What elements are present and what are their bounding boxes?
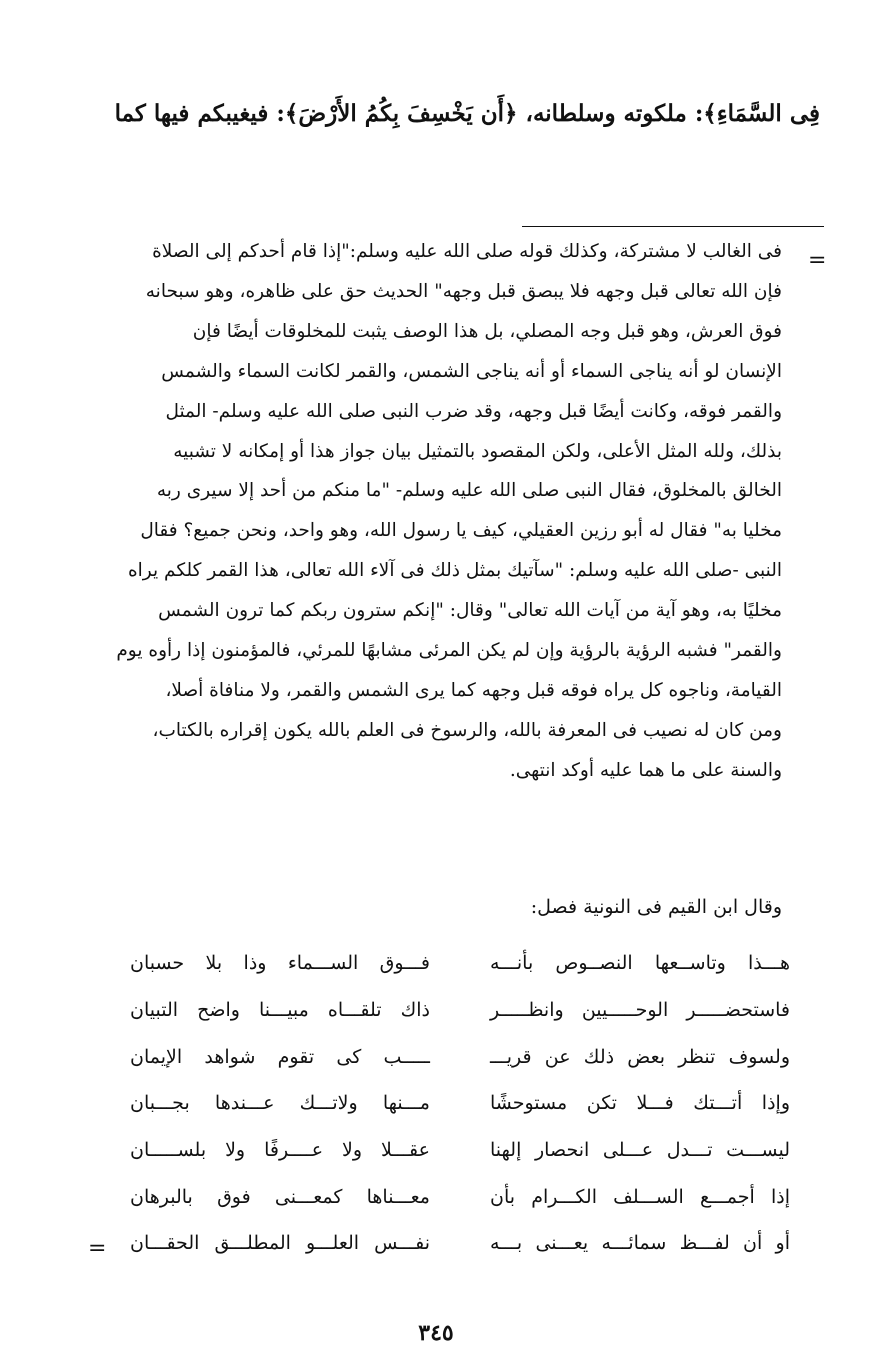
- poem-first-hemistich: ولسوف تنظر بعض ذلك عن قريـــ: [490, 1045, 790, 1068]
- poem-first-hemistich: وإذا أتـــتك فـــلا تكن مستوحشًا: [490, 1092, 790, 1115]
- footnote-continuation-mark-end: =: [88, 1236, 107, 1261]
- poem-intro: وقال ابن القيم فى النونية فصل:: [530, 896, 782, 918]
- footnote-line: الخالق بالمخلوق، فقال النبى صلى الله عليه وسلم- "ما منكم من أحد إلا سيرى ربه: [156, 480, 782, 502]
- poem-verse: [130, 1127, 790, 1174]
- footnote-line: فوق العرش، وهو قبل وجه المصلي، بل هذا الوصف يثبت للمخلوقات أيضًا فإن: [192, 320, 782, 342]
- poem-block: [130, 940, 790, 1267]
- footnote-divider: [522, 226, 824, 227]
- footnote-line: مخليًا به، وهو آية من آيات الله تعالى" وقال: "إنكم سترون ربكم كما ترون الشمس: [158, 600, 782, 622]
- poem-verse: [130, 1080, 790, 1127]
- footnote-line: النبى -صلى الله عليه وسلم: "سآتيك بمثل ذلك فى آلاء الله تعالى، هذا القمر كلكم يراه: [127, 560, 782, 582]
- poem-second-hemistich: عقـــلا ولا عــــرفًا ولا بلســـــان: [130, 1139, 430, 1162]
- poem-second-hemistich: ـــــب كى تقوم شواهد الإيمان: [130, 1045, 430, 1068]
- main-text-line: فِى السَّمَاءِ﴾: ملكوته وسلطانه، ﴿أَن يَخْسِفَ بِكُمُ الأَرْضَ﴾: فيغيبكم فيها كما: [114, 100, 820, 127]
- footnote-line: فى الغالب لا مشتركة، وكذلك قوله صلى الله عليه وسلم:"إذا قام أحدكم إلى الصلاة: [152, 241, 782, 262]
- poem-second-hemistich: فـــوق الســـماء وذا بلا حسبان: [130, 952, 430, 975]
- page-number: ٣٤٥: [418, 1320, 454, 1346]
- poem-verse: [130, 1173, 790, 1220]
- poem-verse: [130, 987, 790, 1034]
- poem-first-hemistich: أو أن لفـــظ سمائـــه يعـــنى بـــه: [490, 1232, 790, 1255]
- poem-second-hemistich: مـــنها ولاتـــك عـــندها بجـــبان: [130, 1092, 430, 1115]
- poem-verse: [130, 1033, 790, 1080]
- poem-first-hemistich: فاستحضـــــر الوحـــــيين وانظـــــر: [490, 999, 790, 1022]
- poem-first-hemistich: إذا أجمـــع الســـلف الكـــرام بأن: [490, 1185, 790, 1208]
- footnote-line: ومن كان له نصيب فى المعرفة بالله، والرسوخ فى العلم بالله يكون إقراره بالكتاب،: [152, 719, 782, 741]
- footnote-continuation-mark-start: =: [808, 248, 827, 273]
- footnote-line: بذلك، ولله المثل الأعلى، ولكن المقصود بالتمثيل بيان جواز هذا أو إمكانه لا تشبيه: [173, 440, 782, 462]
- poem-first-hemistich: ليســـت تـــدل عـــلى انحصار إلهنا: [490, 1139, 790, 1162]
- footnote-line: الإنسان لو أنه يناجى السماء أو أنه يناجى الشمس، والقمر لكانت السماء والشمس: [161, 360, 782, 382]
- footnote-line: والقمر" فشبه الرؤية بالرؤية وإن لم يكن المرئى مشابهًا للمرئي، فالمؤمنون إذا رأوه يوم: [116, 640, 782, 662]
- footnote-line: مخليا به" فقال له أبو رزين العقيلي، كيف يا رسول الله، وهو واحد، ونحن جميع؟ فقال: [140, 520, 782, 542]
- poem-second-hemistich: ذاك تلقـــاه مبيـــنا واضح التبيان: [130, 999, 430, 1022]
- footnote-line: والقمر فوقه، وكانت أيضًا قبل وجهه، وقد ضرب النبى صلى الله عليه وسلم- المثل: [165, 400, 782, 422]
- footnote-line: القيامة، وناجوه كل يراه فوقه قبل وجهه كما يرى الشمس والقمر، ولا منافاة أصلا،: [165, 679, 782, 701]
- footnote-block: [60, 232, 782, 791]
- poem-first-hemistich: هـــذا وتاســعها النصــوص بأنـــه: [490, 952, 790, 975]
- footnote-line: فإن الله تعالى قبل وجهه فلا يبصق قبل وجهه" الحديث حق على ظاهره، وهو سبحانه: [145, 280, 782, 302]
- footnote-line: والسنة على ما هما عليه أوكد انتهى.: [509, 759, 782, 781]
- poem-second-hemistich: نفـــس العلـــو المطلـــق الحقـــان: [130, 1232, 430, 1255]
- poem-second-hemistich: معـــناها كمعـــنى فوق بالبرهان: [130, 1185, 430, 1208]
- poem-verse: [130, 940, 790, 987]
- poem-verse: [130, 1220, 790, 1267]
